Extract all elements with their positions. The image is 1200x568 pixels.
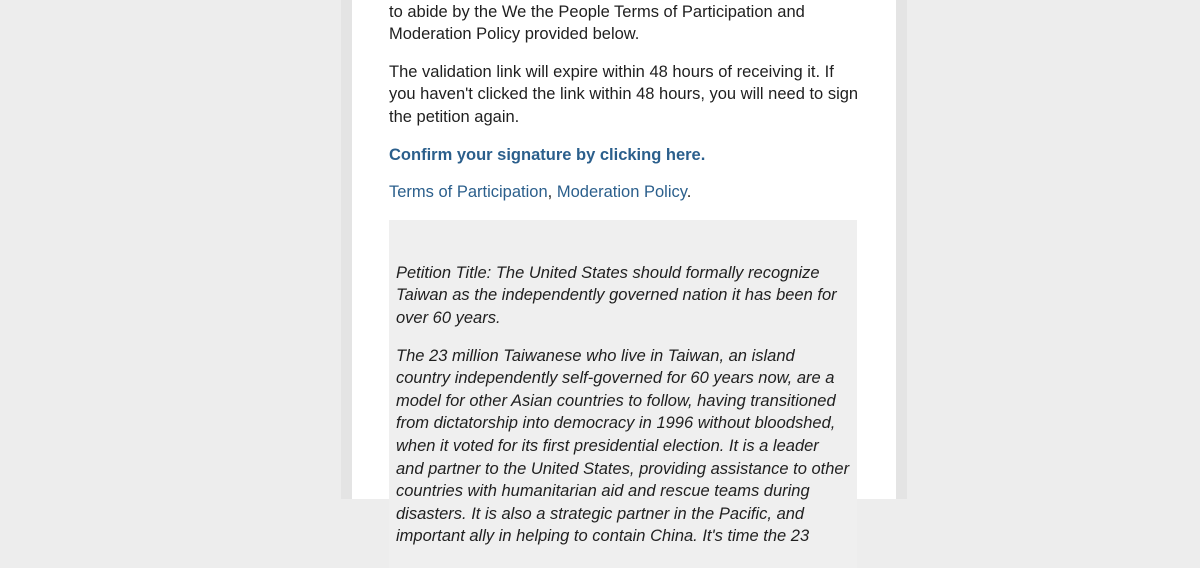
validation-paragraph: The validation link will expire within 48 hours of receiving it. If you haven't clicked the link within 48 hours, you will need to sign the petition again. (389, 62, 859, 126)
terms-of-participation-link[interactable]: Terms of Participation (389, 183, 548, 202)
email-content (389, 0, 859, 568)
moderation-policy-link[interactable]: Moderation Policy (556, 183, 687, 202)
petition-body: The 23 million Taiwanese who live in Taiwan, an island country independently self-governed for 60 years now, are a model for other Asian countries to follow, having transitioned from dictatorship into democracy in 1996 without bloodshed, when it voted for its first presidential election. It is a leader and partner to the United States, providing assistance to other countries with humanitarian aid and rescue teams during disasters. It is also a strategic partner in the Pacific, and important ally in helping to contain China. It's time the 23 (396, 346, 850, 546)
confirm-signature-link[interactable]: Confirm your signature by clicking here. (389, 145, 706, 164)
links-separator: , (547, 183, 553, 202)
petition-title: Petition Title: The United States should formally recognize Taiwan as the independently governed nation it has been for over 60 years. (396, 263, 837, 327)
links-end: . (686, 183, 692, 202)
intro-paragraph: to abide by the We the People Terms of Participation and Moderation Policy provided below. (389, 2, 805, 44)
petition-box (389, 220, 857, 568)
policy-links (389, 181, 859, 204)
